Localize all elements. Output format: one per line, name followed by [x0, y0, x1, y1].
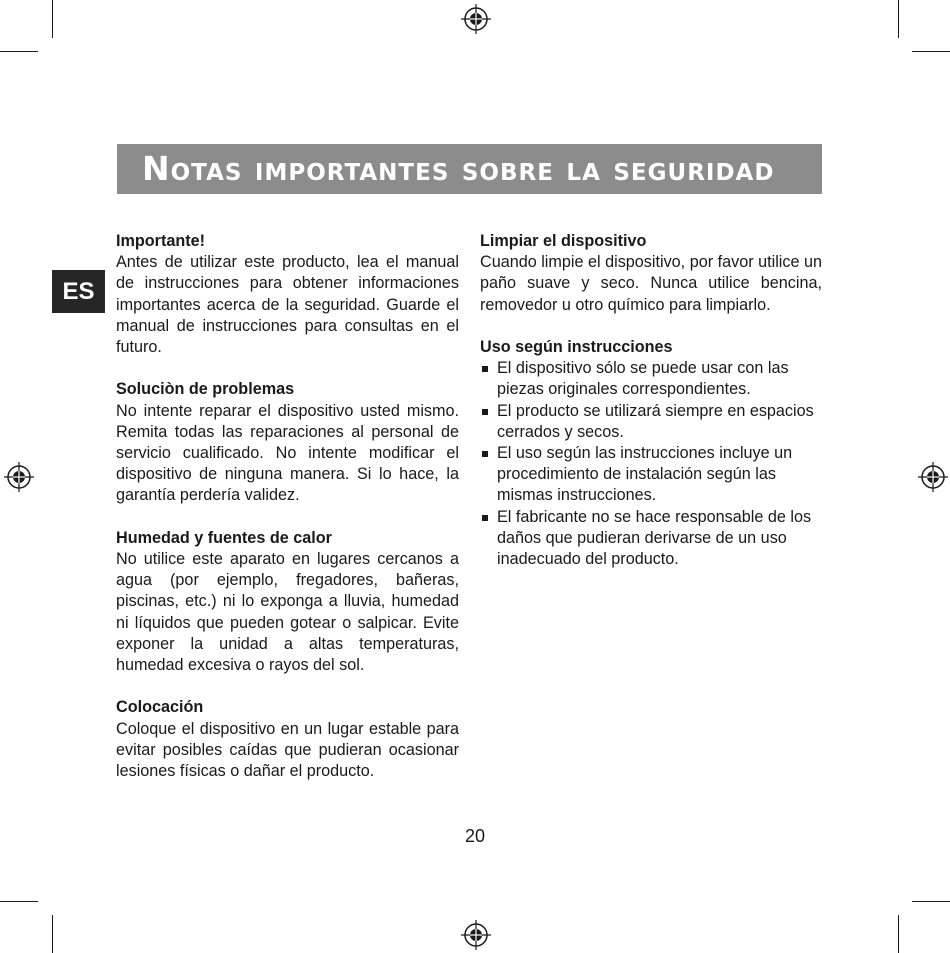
registration-mark-icon	[918, 462, 948, 492]
section-solucion-problemas	[116, 379, 459, 506]
crop-mark-top-right-vertical	[898, 0, 899, 38]
registration-mark-icon	[461, 4, 491, 34]
section-humedad	[116, 528, 459, 676]
crop-mark-top-left-horizontal	[0, 51, 38, 52]
section-heading: Limpiar el dispositivo	[480, 232, 647, 250]
section-heading: Uso según instrucciones	[480, 338, 673, 356]
crop-mark-top-right-horizontal	[912, 51, 950, 52]
section-heading: Importante!	[116, 232, 206, 250]
list-item: El fabricante no se hace responsable de los daños que pudieran derivarse de un uso inadecuado del producto.	[480, 507, 822, 571]
section-importante	[116, 231, 459, 358]
section-text: No utilice este aparato en lugares cercanos a agua (por ejemplo, fregadores, bañeras, piscinas, etc.) ni lo exponga a lluvia, humedad ni líquidos que pueden gotear o salpicar. Evite exponer la unidad a altas temperaturas, humedad excesiva o rayos del sol.	[116, 550, 459, 675]
section-uso	[480, 337, 822, 570]
section-text: Cuando limpie el dispositivo, por favor utilice un paño suave y seco. Nunca utilice bencina, removedor u otro químico para limpiarlo.	[480, 253, 822, 314]
list-item: El uso según las instrucciones incluye un procedimiento de instalación según las mismas instrucciones.	[480, 443, 822, 507]
section-text: No intente reparar el dispositivo usted mismo. Remita todas las reparaciones al personal de servicio cualificado. No intente modificar el dispositivo de ninguna manera. Si lo hace, la garantía perdería validez.	[116, 401, 459, 505]
registration-mark-icon	[461, 920, 491, 950]
crop-mark-bottom-right-horizontal	[912, 901, 950, 902]
page-number: 20	[464, 826, 486, 846]
page-title: Notas importantes sobre la seguridad	[117, 144, 822, 194]
registration-mark-icon	[4, 462, 34, 492]
section-colocacion	[116, 697, 459, 782]
crop-mark-top-left-vertical	[52, 0, 53, 38]
list-item: El producto se utilizará siempre en espacios cerrados y secos.	[480, 401, 822, 443]
language-tab: ES	[52, 270, 105, 313]
left-column	[116, 231, 459, 803]
crop-mark-bottom-right-vertical	[898, 915, 899, 953]
crop-mark-bottom-left-horizontal	[0, 901, 38, 902]
crop-mark-bottom-left-vertical	[52, 915, 53, 953]
right-column	[480, 231, 822, 591]
section-heading: Colocación	[116, 698, 204, 717]
section-text: Antes de utilizar este producto, lea el manual de instrucciones para obtener informaciones importantes acerca de la seguridad. Guarde el manual de instrucciones para consultas en el futuro.	[116, 253, 459, 357]
section-heading: Humedad y fuentes de calor	[116, 528, 332, 547]
section-heading: Soluciòn de problemas	[116, 380, 295, 399]
section-text: Coloque el dispositivo en un lugar estable para evitar posibles caídas que pudieran ocasionar lesiones físicas o dañar el producto.	[116, 719, 459, 781]
list-item: El dispositivo sólo se puede usar con las piezas originales correspondientes.	[480, 358, 822, 400]
bullet-list	[480, 358, 822, 570]
section-limpiar	[480, 231, 822, 316]
